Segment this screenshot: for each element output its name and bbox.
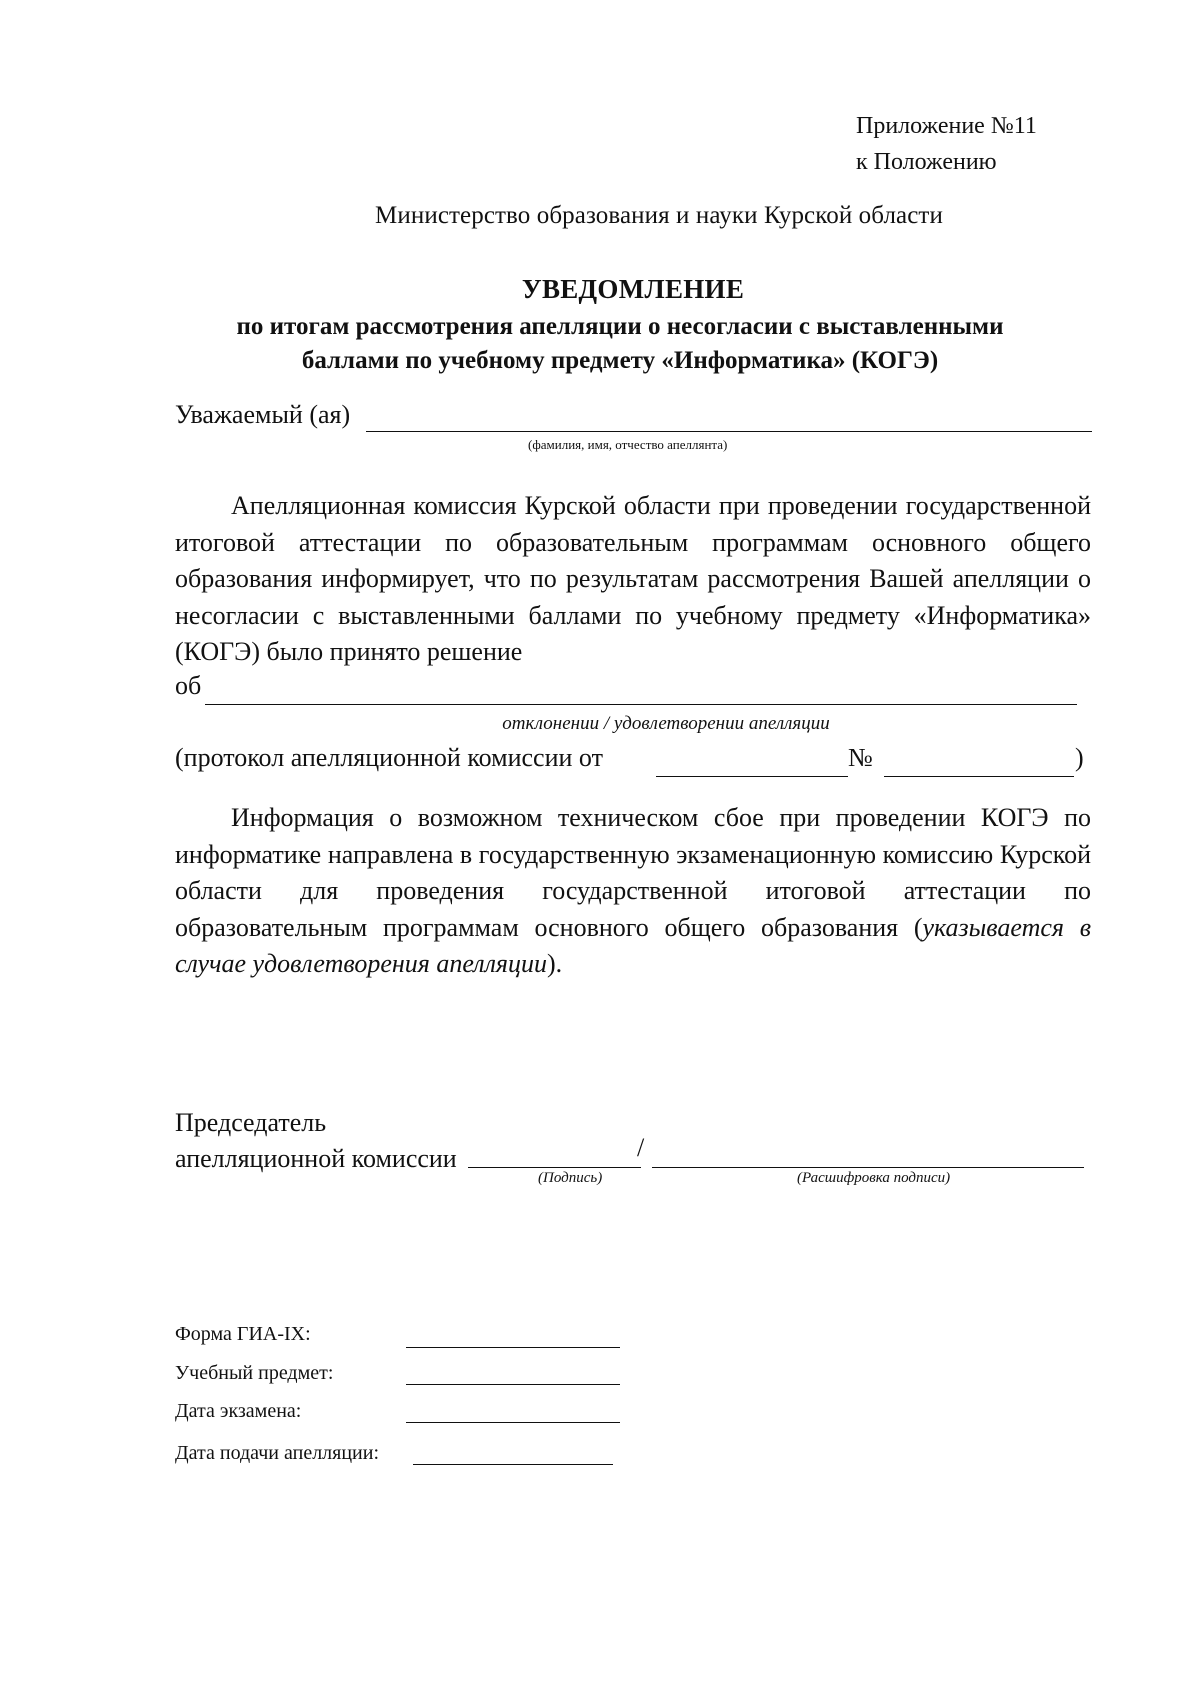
paragraph-decision: [175, 488, 1091, 671]
applicant-name-field[interactable]: [366, 431, 1092, 432]
signature-separator: /: [637, 1133, 645, 1162]
exam-date-label: Дата экзамена:: [175, 1400, 302, 1422]
signature-field[interactable]: [468, 1167, 641, 1168]
protocol-number-sign: №: [848, 743, 873, 772]
decision-hint: отклонении / удовлетворении апелляции: [502, 713, 830, 734]
form-type-field[interactable]: [406, 1347, 620, 1348]
document-title-block: [0, 274, 1200, 305]
chairman-block: [175, 1105, 457, 1177]
subtitle-line-1: по итогам рассмотрения апелляции о несогласии с выставленными: [236, 313, 1004, 340]
signature-decode-field[interactable]: [652, 1167, 1084, 1168]
appendix-number: Приложение №11: [856, 113, 1037, 139]
subject-field[interactable]: [406, 1384, 620, 1385]
protocol-prefix: (протокол апелляционной комиссии от: [175, 743, 603, 772]
document-subtitle: [120, 310, 1120, 378]
paragraph-technical-failure-end: ).: [547, 949, 563, 978]
appendix-reference: [856, 108, 1037, 180]
appeal-date-field[interactable]: [413, 1464, 613, 1465]
ministry-name: Министерство образования и науки Курской области: [375, 202, 943, 229]
signature-decode-hint: (Расшифровка подписи): [797, 1170, 951, 1186]
subject-label: Учебный предмет:: [175, 1362, 334, 1384]
paragraph-technical-failure-text: [175, 800, 1091, 983]
protocol-number-field[interactable]: [884, 776, 1074, 777]
chairman-title: Председатель: [175, 1108, 327, 1137]
protocol-close: ): [1075, 743, 1084, 772]
subtitle-line-2: баллами по учебному предмету «Информатика» (КОГЭ): [301, 347, 939, 374]
appendix-regulation: к Положению: [856, 149, 997, 175]
applicant-name-hint: (фамилия, имя, отчество апеллянта): [528, 437, 728, 452]
applicant-name-hint-wrap: [528, 436, 727, 454]
document-title: УВЕДОМЛЕНИЕ: [521, 274, 745, 304]
decision-prefix: об: [175, 671, 202, 700]
ministry-name-block: [0, 202, 1200, 230]
form-type-label: Форма ГИА-IX:: [175, 1323, 311, 1345]
chairman-commission: апелляционной комиссии: [175, 1144, 457, 1173]
decision-field[interactable]: [205, 704, 1077, 705]
appeal-date-label: Дата подачи апелляции:: [175, 1442, 380, 1464]
paragraph-technical-failure-note: указывается в случае удовлетворения апелляции: [175, 912, 1091, 978]
signature-hint: (Подпись): [538, 1170, 603, 1186]
paragraph-decision-text: Апелляционная комиссия Курской области при проведении государственной итоговой аттестации по образовательным программам основного общего образования информирует, что по результатам рассмотрения Вашей апелляции о несогласии с выставленными баллами по учебному предмету «Информатика» (КОГЭ) было принято решение: [175, 491, 1091, 666]
paragraph-technical-failure-main: Информация о возможном техническом сбое при проведении КОГЭ по информатике направлена в государственную экзаменационную комиссию Курской области для проведения государственной итоговой аттестации по образовательным программам основного общего образования (: [175, 803, 1091, 942]
protocol-date-field[interactable]: [656, 776, 848, 777]
exam-date-field[interactable]: [406, 1422, 620, 1423]
paragraph-technical-failure: [175, 800, 1091, 983]
greeting-label: Уважаемый (ая): [175, 400, 351, 429]
